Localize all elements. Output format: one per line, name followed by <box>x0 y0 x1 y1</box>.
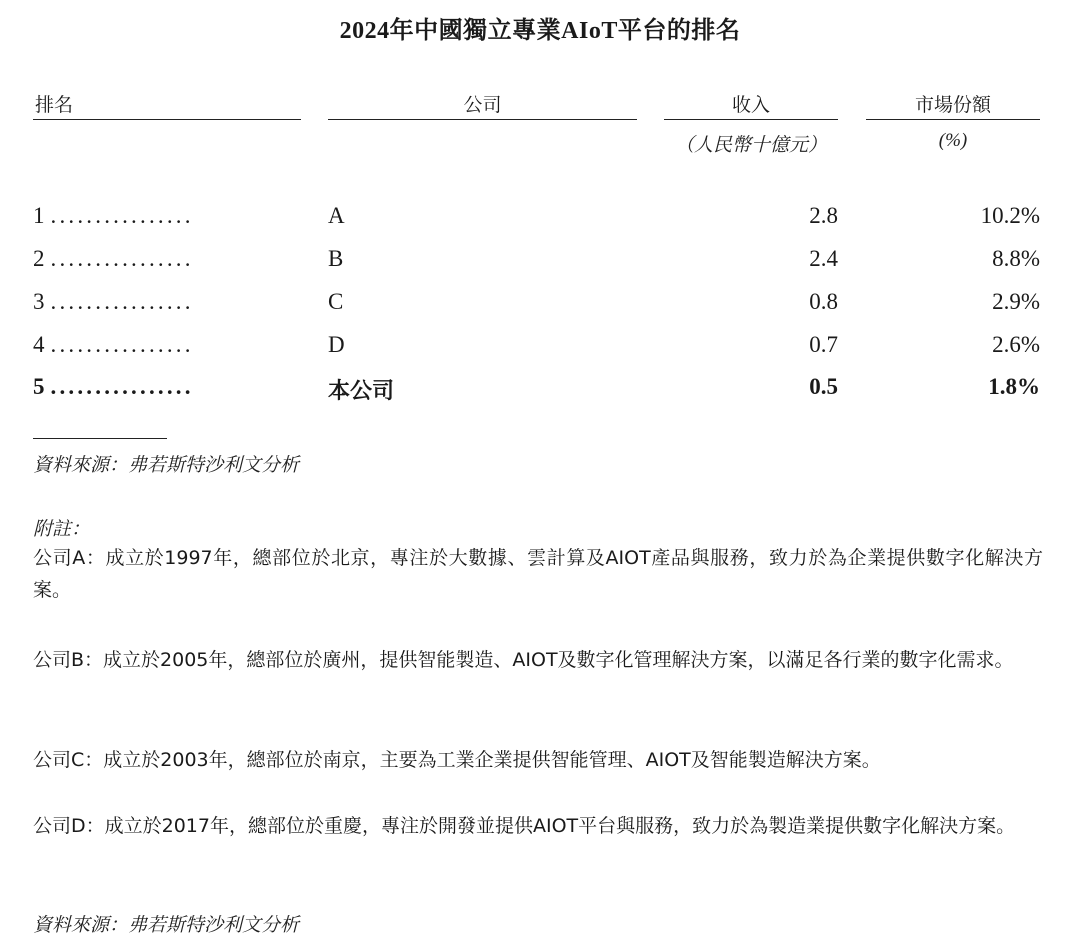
market-share-cell: 1.8% <box>988 374 1040 399</box>
leader-dots: ................ <box>50 374 194 399</box>
rank-cell <box>33 332 301 358</box>
footnote-divider <box>33 438 167 439</box>
leader-dots: ................ <box>50 289 194 314</box>
header-rank: 排名 <box>33 90 301 120</box>
table-row <box>0 203 1080 243</box>
revenue-cell: 0.7 <box>809 332 838 357</box>
unit-revenue: （人民幣十億元） <box>674 135 827 156</box>
leader-dots: ................ <box>50 332 194 357</box>
note-company-a: 公司A：成立於1997年，總部位於北京，專注於大數據、雲計算及AIOT產品與服務，致力於為企業提供數字化解決方案。 <box>33 547 1043 601</box>
page-title: 2024年中國獨立專業AIoT平台的排名 <box>339 18 741 44</box>
company-cell: D <box>328 332 345 357</box>
company-cell: B <box>328 246 344 271</box>
note-company-b: 公司B：成立於2005年，總部位於廣州，提供智能製造、AIOT及數字化管理解決方案，以滿足各行業的數字化需求。 <box>33 649 1014 671</box>
table-row <box>0 289 1080 329</box>
revenue-cell: 2.8 <box>809 203 838 228</box>
rank-number: 2 <box>33 246 45 271</box>
revenue-cell: 0.8 <box>809 289 838 314</box>
rank-number: 4 <box>33 332 45 357</box>
market-share-cell: 2.9% <box>992 289 1040 314</box>
rank-number: 3 <box>33 289 45 314</box>
header-market-share: 市場份額 <box>866 90 1040 120</box>
notes-label: 附註： <box>33 518 91 540</box>
leader-dots: ................ <box>50 203 194 228</box>
header-revenue: 收入 <box>664 90 838 120</box>
rank-number: 5 <box>33 374 45 399</box>
header-company: 公司 <box>328 90 637 120</box>
source-note-bottom: 資料來源：弗若斯特沙利文分析 <box>33 914 300 936</box>
company-cell: 本公司 <box>328 379 395 404</box>
unit-market-share: (%) <box>938 130 968 151</box>
market-share-cell: 10.2% <box>980 203 1040 228</box>
rank-cell <box>33 374 301 400</box>
leader-dots: ................ <box>50 246 194 271</box>
company-cell: A <box>328 203 345 228</box>
table-row <box>0 246 1080 286</box>
rank-number: 1 <box>33 203 45 228</box>
revenue-cell: 2.4 <box>809 246 838 271</box>
table-row-highlight <box>0 374 1080 414</box>
note-company-d: 公司D：成立於2017年，總部位於重慶，專注於開發並提供AIOT平台與服務，致力於為製造業提供數字化解決方案。 <box>33 815 1016 837</box>
rank-cell <box>33 246 301 272</box>
company-cell: C <box>328 289 344 314</box>
note-company-c: 公司C：成立於2003年，總部位於南京，主要為工業企業提供智能管理、AIOT及智能製造解決方案。 <box>33 749 881 771</box>
market-share-cell: 2.6% <box>992 332 1040 357</box>
revenue-cell: 0.5 <box>809 374 838 399</box>
rank-cell <box>33 203 301 229</box>
market-share-cell: 8.8% <box>992 246 1040 271</box>
table-row <box>0 332 1080 372</box>
rank-cell <box>33 289 301 315</box>
source-note: 資料來源：弗若斯特沙利文分析 <box>33 454 300 476</box>
